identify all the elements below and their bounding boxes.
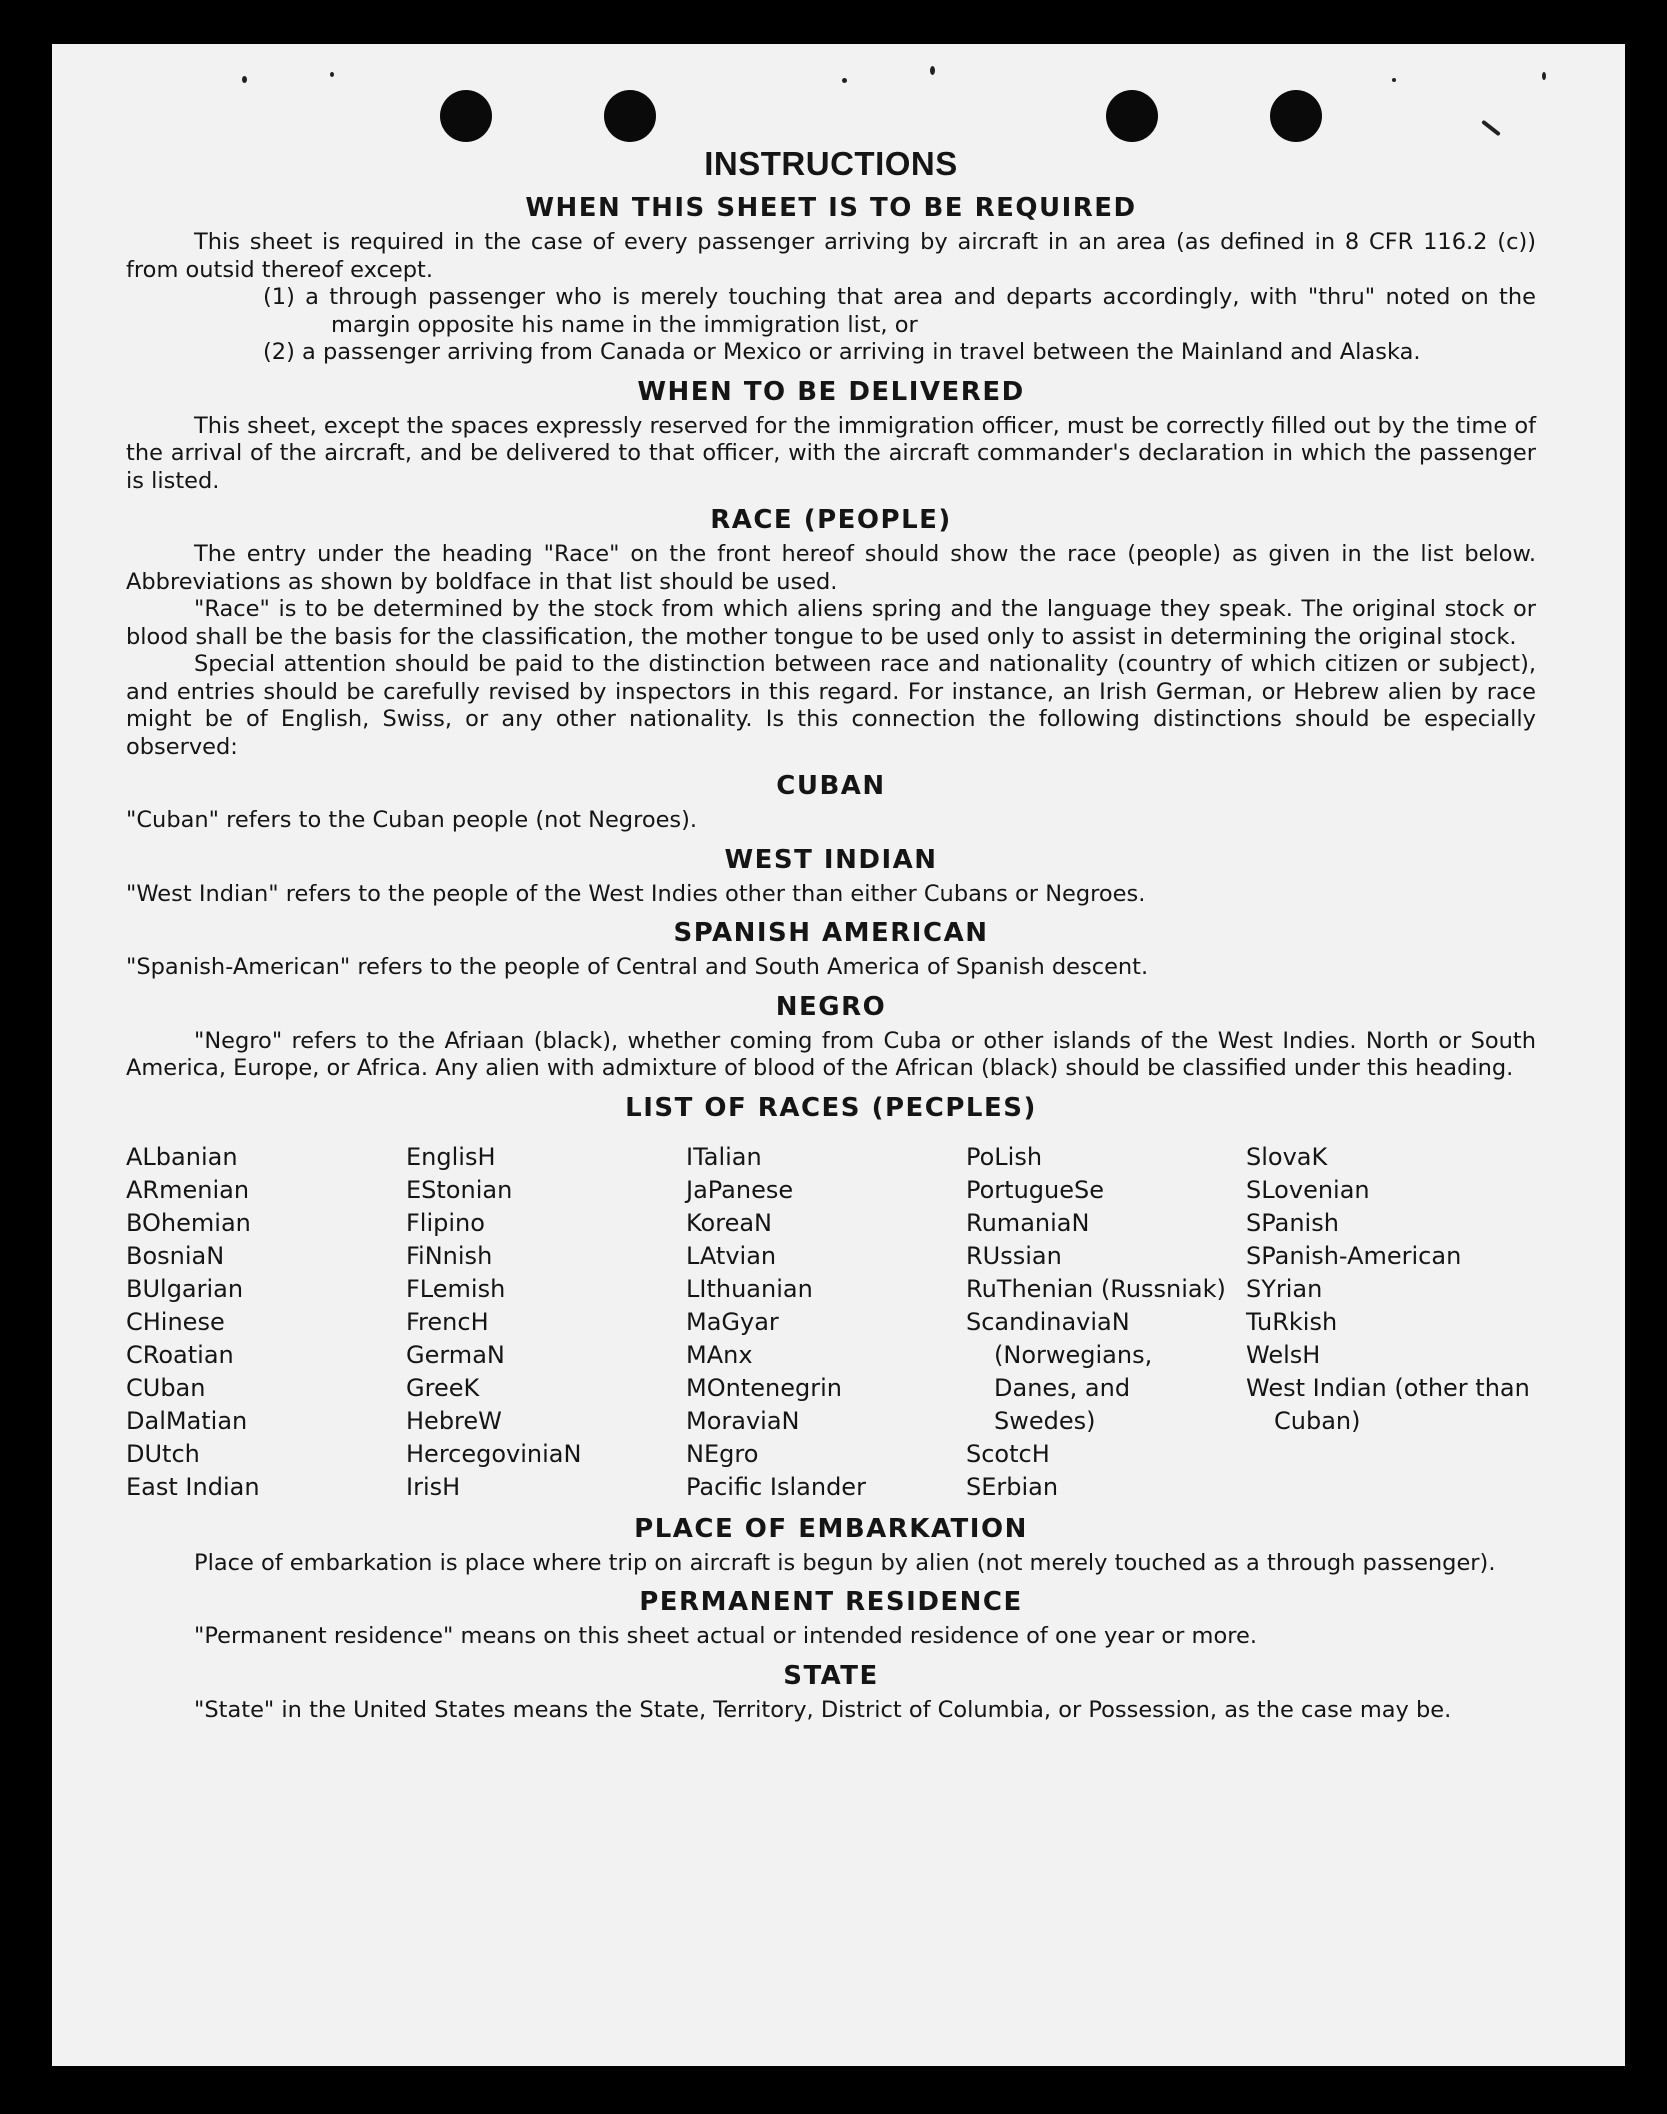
race-item: EnglisH — [406, 1142, 496, 1171]
section-heading: PLACE OF EMBARKATION — [634, 1513, 1028, 1544]
section-heading: STATE — [783, 1660, 879, 1691]
race-item: MOntenegrin — [686, 1373, 842, 1402]
race-item: GermaN — [406, 1340, 505, 1369]
race-item: RumaniaN — [966, 1208, 1090, 1237]
section-heading: RACE (PEOPLE) — [710, 505, 952, 535]
section-heading: PERMANENT RESIDENCE — [639, 1587, 1023, 1617]
race-column — [126, 1141, 396, 1504]
section-heading: WHEN THIS SHEET IS TO BE REQUIRED — [525, 193, 1137, 223]
paragraph: "Permanent residence" means on this sheet actual or intended residence of one year or more. — [194, 1623, 1257, 1649]
ink-mark — [1481, 120, 1501, 137]
race-item: PortugueSe — [966, 1175, 1104, 1204]
race-item: BUlgarian — [126, 1274, 244, 1303]
paragraph: The entry under the heading "Race" on the front hereof should show the race (people) as given in the list below. Abbreviations as shown by boldface in that list should be used. — [126, 541, 1536, 595]
race-column — [406, 1141, 676, 1504]
race-item: PoLish — [966, 1142, 1043, 1171]
race-column — [1246, 1141, 1536, 1504]
section-heading: SPANISH AMERICAN — [673, 918, 989, 948]
page-title: INSTRUCTIONS — [704, 145, 958, 182]
race-item: SLovenian — [1246, 1175, 1370, 1204]
race-item: ScotcH — [966, 1439, 1050, 1468]
race-item: NEgro — [686, 1439, 759, 1468]
race-item: GreeK — [406, 1373, 480, 1402]
race-item: EStonian — [406, 1175, 513, 1204]
race-item: FLemish — [406, 1274, 506, 1303]
race-item: WelsH — [1246, 1340, 1321, 1369]
race-column — [686, 1141, 956, 1504]
punch-hole — [604, 90, 656, 142]
race-item: SYrian — [1246, 1274, 1323, 1303]
race-item: ITalian — [686, 1142, 762, 1171]
section-heading: NEGRO — [775, 991, 887, 1022]
paragraph: This sheet, except the spaces expressly reserved for the immigration officer, must be correctly filled out by the time of the arrival of the aircraft, and be delivered to that officer, with the aircraft commander's declaration in which the passenger is listed. — [126, 412, 1537, 494]
race-item: MAnx — [686, 1340, 753, 1369]
paragraph: Place of embarkation is place where trip on aircraft is begun by alien (not merely touched as a through passenger). — [194, 1549, 1496, 1576]
race-item: BOhemian — [126, 1208, 251, 1237]
speck — [842, 78, 847, 83]
list-item: (2) a passenger arriving from Canada or Mexico or arriving in travel between the Mainland and Alaska. — [263, 339, 1421, 365]
section-heading: CUBAN — [776, 771, 886, 801]
paragraph: "State" in the United States means the State, Territory, District of Columbia, or Possession, as the case may be. — [194, 1696, 1452, 1723]
race-item: LIthuanian — [686, 1274, 813, 1303]
race-item: CHinese — [126, 1307, 225, 1336]
speck — [1542, 72, 1546, 80]
race-item: TuRkish — [1246, 1307, 1338, 1336]
race-item: FrencH — [406, 1307, 489, 1336]
punch-hole — [1270, 90, 1322, 142]
paragraph: "Spanish-American" refers to the people of Central and South America of Spanish descent. — [126, 954, 1149, 980]
instructions-content — [126, 145, 1536, 1724]
race-item: KoreaN — [686, 1208, 772, 1237]
race-item: SPanish-American — [1246, 1241, 1462, 1270]
race-item: ScandinaviaN (Norwegians, Danes, and Swedes) — [966, 1307, 1153, 1435]
race-item: SPanish — [1246, 1208, 1339, 1237]
race-item: RUssian — [966, 1241, 1062, 1270]
race-item: LAtvian — [686, 1241, 777, 1270]
punch-hole — [440, 90, 492, 142]
race-list — [126, 1141, 1536, 1504]
race-item: FiNnish — [406, 1241, 493, 1270]
paragraph: "Negro" refers to the Afriaan (black), whether coming from Cuba or other islands of the West Indies. North or South America, Europe, or Africa. Any alien with admixture of blood of the African (black) should be classified under this heading. — [126, 1027, 1536, 1081]
section-heading: LIST OF RACES (PECPLES) — [625, 1092, 1037, 1123]
list-item: (1) a through passenger who is merely touching that area and departs accordingly, with "thru" noted on the margin opposite his name in the immigration list, or — [263, 284, 1536, 338]
race-item: SErbian — [966, 1472, 1059, 1501]
race-item: East Indian — [126, 1472, 260, 1501]
race-item: Pacific Islander — [686, 1472, 866, 1501]
race-item: ALbanian — [126, 1142, 238, 1171]
race-item: West Indian (other than Cuban) — [1246, 1373, 1530, 1435]
punch-hole — [1106, 90, 1158, 142]
paragraph: "West Indian" refers to the people of the West Indies other than either Cubans or Negroes. — [126, 880, 1146, 907]
paragraph: "Cuban" refers to the Cuban people (not Negroes). — [126, 807, 698, 833]
race-item: HebreW — [406, 1406, 502, 1435]
paragraph: This sheet is required in the case of every passenger arriving by aircraft in an area (as defined in 8 CFR 116.2 (c)) from outsid thereof except. — [126, 229, 1536, 283]
race-item: HercegoviniaN — [406, 1439, 582, 1468]
race-item: SlovaK — [1246, 1142, 1328, 1171]
race-item: RuThenian (Russniak) — [966, 1274, 1226, 1303]
race-item: CUban — [126, 1373, 206, 1402]
section-heading: WEST INDIAN — [724, 844, 938, 875]
race-item: IrisH — [406, 1472, 461, 1501]
race-item: Flipino — [406, 1208, 485, 1237]
race-item: MaGyar — [686, 1307, 779, 1336]
race-item: MoraviaN — [686, 1406, 800, 1435]
race-item: DUtch — [126, 1439, 200, 1468]
race-item: BosniaN — [126, 1241, 225, 1270]
race-item: CRoatian — [126, 1340, 234, 1369]
race-item: ARmenian — [126, 1175, 250, 1204]
race-item: JaPanese — [686, 1175, 794, 1204]
paragraph: Special attention should be paid to the distinction between race and nationality (country of which citizen or subject), and entries should be carefully revised by inspectors in this regard. For instance, an Irish German, or Hebrew alien by race might be of English, Swiss, or any other nationality. Is this connection the following distinctions should be especially observed: — [126, 651, 1536, 760]
section-heading: WHEN TO BE DELIVERED — [637, 376, 1025, 407]
speck — [242, 76, 247, 83]
race-item: DalMatian — [126, 1406, 248, 1435]
race-column — [966, 1141, 1236, 1504]
paragraph: "Race" is to be determined by the stock from which aliens spring and the language they speak. The original stock or blood shall be the basis for the classification, the mother tongue to be used only to assist in determining the original stock. — [126, 596, 1536, 650]
speck — [930, 66, 935, 75]
speck — [1392, 78, 1396, 82]
speck — [330, 72, 334, 77]
